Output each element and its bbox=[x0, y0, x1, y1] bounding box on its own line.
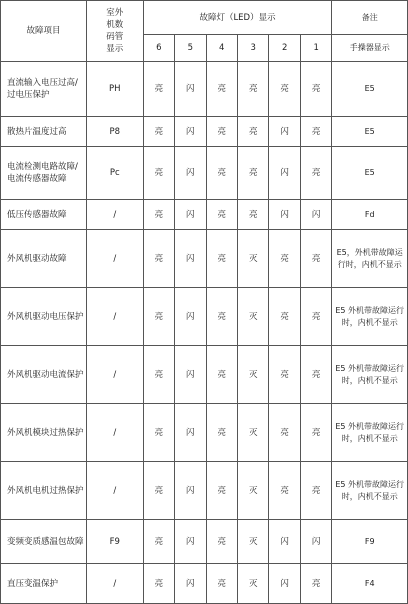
outdoor-code: / bbox=[87, 462, 144, 520]
led-5: 闪 bbox=[175, 62, 206, 117]
led-3: 亮 bbox=[237, 117, 268, 147]
led-4: 亮 bbox=[206, 564, 237, 604]
remark: E5 外机带故障运行时，内机不显示 bbox=[332, 462, 408, 520]
fault-item: 变频变质感温包故障 bbox=[1, 520, 87, 564]
led-1: 亮 bbox=[300, 346, 332, 404]
led-5: 闪 bbox=[175, 564, 206, 604]
led-5: 闪 bbox=[175, 200, 206, 230]
led-1: 亮 bbox=[300, 288, 332, 346]
outdoor-code: / bbox=[87, 404, 144, 462]
led-2: 闪 bbox=[269, 117, 300, 147]
header-led-1: 1 bbox=[300, 35, 332, 62]
led-5: 闪 bbox=[175, 520, 206, 564]
fault-item: 直流输入电压过高/过电压保护 bbox=[1, 62, 87, 117]
led-2: 亮 bbox=[269, 288, 300, 346]
led-2: 亮 bbox=[269, 62, 300, 117]
remark: E5 bbox=[332, 147, 408, 200]
led-1: 亮 bbox=[300, 230, 332, 288]
led-4: 亮 bbox=[206, 462, 237, 520]
led-3: 亮 bbox=[237, 147, 268, 200]
led-5: 闪 bbox=[175, 462, 206, 520]
led-3: 灭 bbox=[237, 462, 268, 520]
header-led-3: 3 bbox=[237, 35, 268, 62]
led-4: 亮 bbox=[206, 200, 237, 230]
outdoor-code: / bbox=[87, 230, 144, 288]
fault-item: 外风机驱动电流保护 bbox=[1, 346, 87, 404]
led-2: 亮 bbox=[269, 404, 300, 462]
led-1: 亮 bbox=[300, 404, 332, 462]
remark: E5 外机带故障运行时，内机不显示 bbox=[332, 404, 408, 462]
led-1: 亮 bbox=[300, 147, 332, 200]
remark: F9 bbox=[332, 520, 408, 564]
table-row bbox=[1, 404, 408, 462]
remark: E5 外机带故障运行时，内机不显示 bbox=[332, 288, 408, 346]
led-2: 闪 bbox=[269, 147, 300, 200]
header-led-group: 故障灯（LED）显示 bbox=[143, 1, 332, 35]
led-2: 亮 bbox=[269, 230, 300, 288]
remark: E5，外机带故障运行时，内机不显示 bbox=[332, 230, 408, 288]
led-6: 亮 bbox=[143, 288, 174, 346]
fault-item: 外风机模块过热保护 bbox=[1, 404, 87, 462]
led-4: 亮 bbox=[206, 288, 237, 346]
header-led-5: 5 bbox=[175, 35, 206, 62]
led-1: 亮 bbox=[300, 564, 332, 604]
fault-item: 低压传感器故障 bbox=[1, 200, 87, 230]
led-6: 亮 bbox=[143, 117, 174, 147]
table-row bbox=[1, 200, 408, 230]
led-4: 亮 bbox=[206, 117, 237, 147]
table-row bbox=[1, 564, 408, 604]
outdoor-code: PH bbox=[87, 62, 144, 117]
header-led-4: 4 bbox=[206, 35, 237, 62]
led-6: 亮 bbox=[143, 346, 174, 404]
led-5: 闪 bbox=[175, 147, 206, 200]
led-4: 亮 bbox=[206, 62, 237, 117]
led-5: 闪 bbox=[175, 346, 206, 404]
led-4: 亮 bbox=[206, 346, 237, 404]
outdoor-code: P8 bbox=[87, 117, 144, 147]
header-led-2: 2 bbox=[269, 35, 300, 62]
led-1: 闪 bbox=[300, 200, 332, 230]
led-3: 灭 bbox=[237, 564, 268, 604]
led-3: 灭 bbox=[237, 230, 268, 288]
led-2: 闪 bbox=[269, 200, 300, 230]
outdoor-code: / bbox=[87, 564, 144, 604]
header-remark-sub: 手操器显示 bbox=[332, 35, 408, 62]
led-4: 亮 bbox=[206, 147, 237, 200]
table-row bbox=[1, 230, 408, 288]
outdoor-code: / bbox=[87, 288, 144, 346]
outdoor-code: Pc bbox=[87, 147, 144, 200]
led-1: 亮 bbox=[300, 117, 332, 147]
led-4: 亮 bbox=[206, 230, 237, 288]
led-3: 灭 bbox=[237, 404, 268, 462]
fault-item: 电流检测电路故障/电流传感器故障 bbox=[1, 147, 87, 200]
led-1: 亮 bbox=[300, 62, 332, 117]
led-5: 闪 bbox=[175, 288, 206, 346]
led-4: 亮 bbox=[206, 520, 237, 564]
led-2: 亮 bbox=[269, 346, 300, 404]
table-row bbox=[1, 346, 408, 404]
led-6: 亮 bbox=[143, 147, 174, 200]
remark: F4 bbox=[332, 564, 408, 604]
led-5: 闪 bbox=[175, 230, 206, 288]
header-led-6: 6 bbox=[143, 35, 174, 62]
led-6: 亮 bbox=[143, 404, 174, 462]
fault-item: 散热片温度过高 bbox=[1, 117, 87, 147]
table-row bbox=[1, 147, 408, 200]
led-1: 闪 bbox=[300, 520, 332, 564]
led-6: 亮 bbox=[143, 520, 174, 564]
fault-item: 直压变温保护 bbox=[1, 564, 87, 604]
led-6: 亮 bbox=[143, 462, 174, 520]
fault-item: 外风机驱动电压保护 bbox=[1, 288, 87, 346]
led-2: 闪 bbox=[269, 520, 300, 564]
table-row bbox=[1, 117, 408, 147]
led-6: 亮 bbox=[143, 200, 174, 230]
outdoor-code: / bbox=[87, 200, 144, 230]
led-3: 灭 bbox=[237, 520, 268, 564]
led-1: 亮 bbox=[300, 462, 332, 520]
led-2: 亮 bbox=[269, 462, 300, 520]
header-fault-item: 故障项目 bbox=[1, 1, 87, 62]
led-3: 亮 bbox=[237, 200, 268, 230]
remark: E5 bbox=[332, 62, 408, 117]
led-5: 闪 bbox=[175, 117, 206, 147]
led-3: 亮 bbox=[237, 62, 268, 117]
header-remark: 备注 bbox=[332, 1, 408, 35]
led-3: 灭 bbox=[237, 288, 268, 346]
fault-item: 外风机驱动故障 bbox=[1, 230, 87, 288]
table-row bbox=[1, 520, 408, 564]
fault-item: 外风机电机过热保护 bbox=[1, 462, 87, 520]
outdoor-code: / bbox=[87, 346, 144, 404]
table-row bbox=[1, 462, 408, 520]
led-6: 亮 bbox=[143, 564, 174, 604]
remark: Fd bbox=[332, 200, 408, 230]
led-3: 灭 bbox=[237, 346, 268, 404]
table-row bbox=[1, 288, 408, 346]
led-6: 亮 bbox=[143, 62, 174, 117]
led-2: 闪 bbox=[269, 564, 300, 604]
header-outdoor-display: 室外 机数 码管 显示 bbox=[87, 1, 144, 62]
remark: E5 外机带故障运行时，内机不显示 bbox=[332, 346, 408, 404]
table-row bbox=[1, 62, 408, 117]
led-4: 亮 bbox=[206, 404, 237, 462]
remark: E5 bbox=[332, 117, 408, 147]
led-5: 闪 bbox=[175, 404, 206, 462]
outdoor-code: F9 bbox=[87, 520, 144, 564]
led-6: 亮 bbox=[143, 230, 174, 288]
